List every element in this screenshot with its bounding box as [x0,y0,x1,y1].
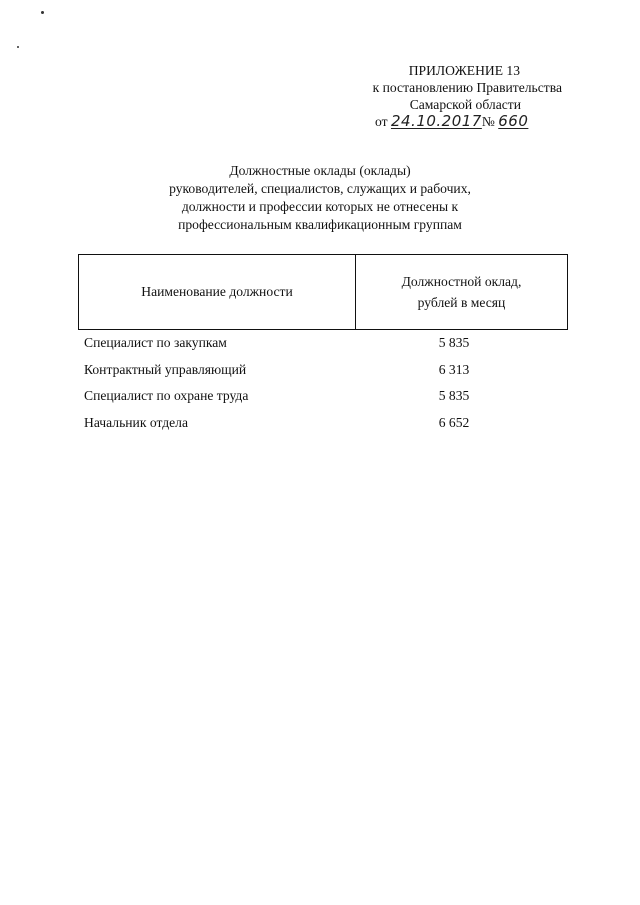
title-line: Должностные оклады (оклады) [229,163,411,178]
table-row [84,383,564,410]
appendix-line-2: Самарской области [409,97,521,112]
table-body [84,330,564,436]
salary-header-line: Должностной оклад, [401,274,522,289]
handwritten-number: 660 [498,112,529,130]
handwritten-date: 24.10.2017 [390,112,482,130]
column-header-position: Наименование должности [79,255,356,329]
salary-value: 6 313 [438,361,470,377]
position-name: Специалист по охране труда [84,388,249,404]
salary-value: 5 835 [438,388,470,404]
scan-speck [17,46,19,48]
title-line: профессиональным квалификационным группам [178,217,462,232]
salary-value: 6 652 [438,414,470,430]
salary-header-line: рублей в месяц [417,295,506,310]
position-name: Специалист по закупкам [84,335,227,351]
position-name: Контрактный управляющий [84,361,247,377]
table-row [84,330,564,357]
appendix-line-1: к постановлению Правительства [372,80,562,95]
scan-speck [41,11,44,14]
title-line: руководителей, специалистов, служащих и рабочих, [169,181,471,196]
document-title [100,162,540,234]
position-name: Начальник отдела [84,414,188,430]
date-prefix: от [375,114,388,129]
appendix-block [340,62,562,130]
salary-value: 5 835 [438,335,470,351]
table-row [84,410,564,437]
appendix-date-line [340,113,562,130]
column-header-salary [356,255,567,329]
number-sign: № [481,114,495,129]
title-line: должности и профессии которых не отнесены к [181,199,459,214]
table-header [78,254,568,330]
table-row [84,357,564,384]
appendix-number: ПРИЛОЖЕНИЕ 13 [408,63,520,78]
